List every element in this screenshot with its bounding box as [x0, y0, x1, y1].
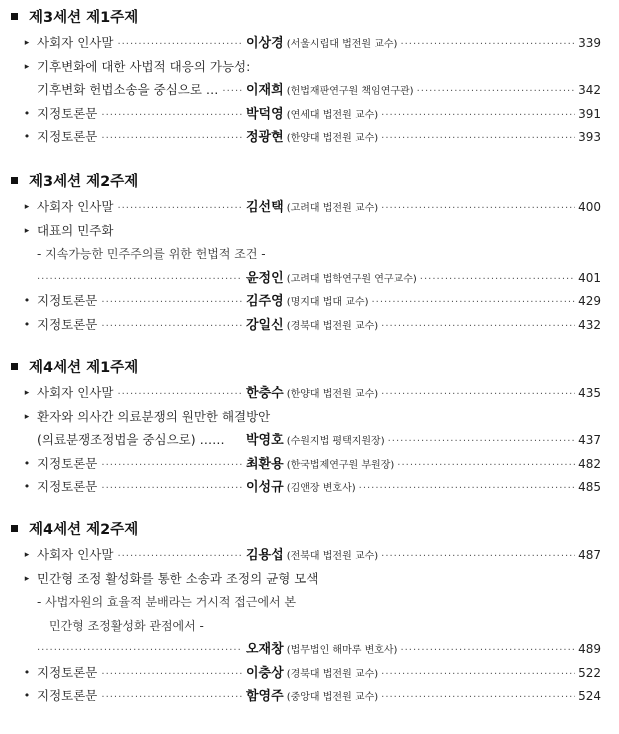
- bullet-dot-icon: •: [23, 317, 31, 331]
- page-number: 429: [578, 294, 601, 308]
- entry-line: [37, 662, 601, 684]
- author-name: 박영호: [246, 433, 284, 448]
- leader-dots: [381, 105, 575, 127]
- section-title: [10, 172, 138, 192]
- author-name: 최환용: [246, 456, 284, 472]
- author-affiliation: (연세대 법전원 교수): [286, 109, 379, 121]
- toc-entry: [0, 453, 619, 475]
- entry-line: [37, 103, 601, 125]
- toc-entry: [0, 544, 619, 566]
- page-number: 437: [578, 433, 601, 447]
- square-bullet-icon: [11, 177, 18, 184]
- entry-title: 민간형 조정 활성화를 통한 소송과 조정의 균형 모색: [37, 570, 319, 586]
- entry-line: [37, 453, 601, 475]
- leader-dots: [117, 198, 242, 220]
- triangle-bullet-icon: ▸: [24, 388, 30, 398]
- toc-entry: [0, 290, 619, 312]
- entry-label: 지정토론문: [37, 316, 98, 332]
- entry-label: 지정토론문: [37, 479, 98, 494]
- leader-dots: [101, 478, 242, 500]
- author-affiliation: (한양대 법전원 교수): [286, 389, 379, 400]
- author-name: 한충수: [246, 386, 284, 401]
- entry-line: [37, 638, 601, 660]
- entry-subtitle: 민간형 조정활성화 관점에서 -: [49, 618, 204, 633]
- entry-line: [37, 290, 601, 312]
- section-title-text: 제4세션 제2주제: [29, 522, 139, 538]
- toc-entry: [0, 406, 619, 428]
- leader-dots: [101, 128, 242, 150]
- entry-label: 사회자 인사말: [37, 547, 114, 562]
- author-affiliation: (수원지법 평택지원장): [286, 436, 385, 447]
- leader-dots: [397, 455, 575, 477]
- author-name: 강일신: [246, 317, 284, 333]
- toc-entry: [0, 685, 619, 707]
- entry-line: [37, 267, 601, 289]
- bullet-dot-icon: •: [23, 106, 31, 120]
- section-title-text: 제4세션 제1주제: [29, 360, 139, 376]
- triangle-bullet-icon: ▸: [24, 550, 30, 560]
- author-affiliation: (서울시립대 법전원 교수): [286, 39, 398, 50]
- toc-entry: [0, 103, 619, 125]
- toc-entry: [0, 220, 619, 242]
- toc-entry: [0, 662, 619, 684]
- author-affiliation: (명지대 법대 교수): [286, 297, 369, 308]
- leader-dots: [37, 640, 242, 662]
- author-name: 박덕영: [246, 106, 284, 122]
- author-affiliation: (경북대 법전원 교수): [286, 668, 379, 680]
- toc-entry: [0, 126, 619, 148]
- section-title-text: 제3세션 제2주제: [29, 174, 139, 190]
- bullet-dot-icon: •: [23, 294, 31, 307]
- leader-dots: [381, 384, 575, 406]
- leader-dots: [101, 292, 242, 314]
- toc-entry: [0, 382, 619, 404]
- author-name: 이상경: [246, 36, 284, 51]
- author-affiliation: (고려대 법전원 교수): [286, 203, 379, 214]
- entry-title: 대표의 민주화: [37, 222, 114, 238]
- leader-dots: [381, 664, 575, 686]
- leader-dots: [381, 687, 575, 709]
- toc-entry: [0, 267, 619, 289]
- page-number: 489: [578, 642, 601, 656]
- entry-label: 지정토론문: [37, 455, 98, 471]
- leader-dots: [381, 546, 575, 568]
- bullet-dot-icon: •: [23, 130, 31, 143]
- triangle-bullet-icon: ▸: [24, 411, 30, 422]
- leader-dots: [359, 478, 575, 500]
- leader-dots: [381, 316, 575, 338]
- entry-title: 환자와 의사간 의료분쟁의 원만한 해결방안: [37, 408, 271, 424]
- entry-title: 기후변화에 대한 사법적 대응의 가능성:: [37, 58, 251, 74]
- toc-entry: [0, 429, 619, 451]
- entry-line: [37, 544, 601, 566]
- page-number: 435: [578, 386, 601, 400]
- entry-label: (의료분쟁조정법을 중심으로) ……: [37, 432, 225, 447]
- leader-dots: [117, 546, 242, 568]
- page-number: 400: [578, 200, 601, 214]
- author-name: 윤정인: [246, 270, 284, 286]
- toc-entry: [0, 314, 619, 336]
- entry-subtitle: - 사법자원의 효율적 분배라는 거시적 접근에서 본: [37, 595, 297, 609]
- section-title: [10, 358, 138, 378]
- triangle-bullet-icon: ▸: [24, 61, 30, 72]
- section-title: [10, 520, 138, 540]
- leader-dots: [101, 687, 242, 709]
- leader-dots: [400, 640, 575, 662]
- entry-line: [37, 32, 601, 54]
- square-bullet-icon: [11, 13, 18, 20]
- page-number: 339: [578, 36, 601, 50]
- page-number: 432: [578, 317, 601, 332]
- entry-label: 기후변화 헌법소송을 중심으로 …: [37, 82, 219, 97]
- author-name: 이충상: [246, 665, 284, 681]
- leader-dots: [381, 128, 575, 150]
- toc-entry: [0, 615, 619, 637]
- page-number: 482: [578, 456, 601, 471]
- leader-dots: [101, 316, 242, 338]
- author-name: 오재창: [246, 642, 284, 657]
- square-bullet-icon: [11, 363, 18, 370]
- page-number: 391: [578, 106, 601, 121]
- leader-dots: [101, 664, 242, 686]
- entry-label: 사회자 인사말: [37, 385, 114, 400]
- toc-entry: [0, 79, 619, 101]
- square-bullet-icon: [11, 525, 18, 532]
- bullet-dot-icon: •: [23, 456, 31, 470]
- toc-entry: [0, 568, 619, 590]
- page-number: 487: [578, 548, 601, 562]
- toc-entry: [0, 196, 619, 218]
- entry-label: 지정토론문: [37, 688, 98, 703]
- entry-line: [37, 196, 601, 218]
- section-title: [10, 8, 138, 28]
- entry-label: 사회자 인사말: [37, 199, 114, 214]
- author-name: 김용섭: [246, 548, 284, 563]
- leader-dots: [222, 81, 242, 103]
- bullet-dot-icon: •: [23, 689, 31, 702]
- toc-entry: [0, 243, 619, 265]
- page-number: 393: [578, 130, 601, 144]
- page-number: 342: [578, 83, 601, 97]
- leader-dots: [388, 431, 575, 453]
- entry-line: [37, 429, 601, 451]
- entry-line: [37, 126, 601, 148]
- entry-label: 지정토론문: [37, 293, 98, 308]
- entry-label: 지정토론문: [37, 129, 98, 144]
- author-affiliation: (한양대 법전원 교수): [286, 133, 379, 144]
- leader-dots: [37, 269, 242, 291]
- page-number: 524: [578, 689, 601, 703]
- author-affiliation: (중앙대 법전원 교수): [286, 692, 379, 703]
- leader-dots: [117, 384, 242, 406]
- leader-dots: [381, 198, 575, 220]
- toc-entry: [0, 56, 619, 78]
- entry-line: [37, 314, 601, 336]
- leader-dots: [117, 34, 242, 56]
- leader-dots: [417, 81, 576, 103]
- entry-subtitle: - 지속가능한 민주주의를 위한 헌법적 조건 -: [37, 247, 266, 261]
- author-affiliation: (전북대 법전원 교수): [286, 551, 379, 562]
- entry-line: [37, 476, 601, 498]
- entry-line: [37, 79, 601, 101]
- author-name: 김선택: [246, 200, 284, 215]
- entry-label: 지정토론문: [37, 664, 98, 680]
- toc-entry: [0, 591, 619, 613]
- leader-dots: [420, 269, 575, 291]
- leader-dots: [400, 34, 575, 56]
- author-affiliation: (한국법제연구원 부원장): [286, 459, 395, 471]
- triangle-bullet-icon: ▸: [24, 573, 30, 584]
- bullet-dot-icon: •: [23, 665, 31, 679]
- toc-entry: [0, 32, 619, 54]
- page-number: 522: [578, 665, 601, 680]
- leader-dots: [371, 292, 575, 314]
- author-name: 정광현: [246, 130, 284, 145]
- author-name: 이재희: [246, 83, 284, 98]
- entry-label: 사회자 인사말: [37, 35, 114, 50]
- entry-line: [37, 382, 601, 404]
- author-name: 김주영: [246, 294, 284, 309]
- author-affiliation: (고려대 법학연구원 연구교수): [286, 273, 417, 285]
- author-affiliation: (헌법재판연구원 책임연구관): [286, 86, 414, 97]
- toc-entry: [0, 638, 619, 660]
- triangle-bullet-icon: ▸: [24, 202, 30, 212]
- author-name: 함영주: [246, 689, 284, 704]
- author-affiliation: (김앤장 변호사): [286, 483, 356, 494]
- leader-dots: [101, 455, 242, 477]
- entry-line: [37, 685, 601, 707]
- page-number: 485: [578, 480, 601, 494]
- author-affiliation: (법무법인 해마루 변호사): [286, 645, 398, 656]
- toc-entry: [0, 476, 619, 498]
- leader-dots: [101, 105, 242, 127]
- section-title-text: 제3세션 제1주제: [29, 10, 139, 26]
- entry-label: 지정토론문: [37, 105, 98, 121]
- triangle-bullet-icon: ▸: [24, 225, 30, 236]
- author-name: 이성규: [246, 480, 284, 495]
- author-affiliation: (경북대 법전원 교수): [286, 320, 379, 332]
- bullet-dot-icon: •: [23, 480, 31, 493]
- triangle-bullet-icon: ▸: [24, 38, 30, 48]
- page-number: 401: [578, 270, 601, 285]
